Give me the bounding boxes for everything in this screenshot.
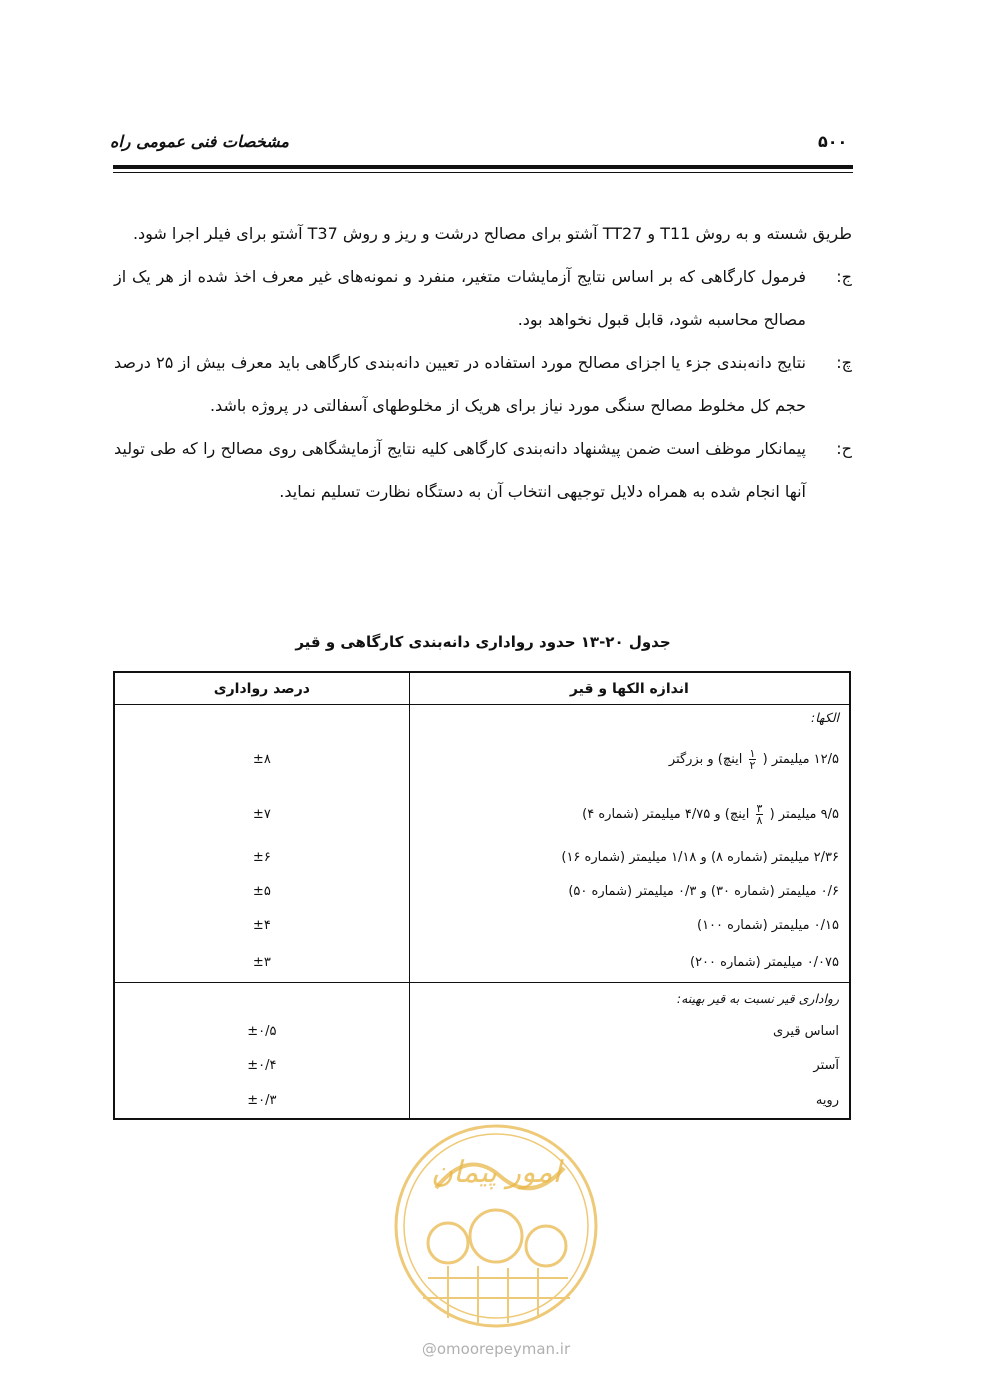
tolerance-cell: ±۳: [252, 954, 271, 970]
table-row: [114, 1049, 850, 1083]
table-caption: جدول ۲۰-۱۳ حدود رواداری دانه‌بندی کارگاهی و قیر: [295, 633, 671, 651]
item-marker: چ:: [836, 353, 852, 372]
fraction: $\frac{۳}{۸}$: [756, 802, 763, 827]
body-text: [114, 212, 852, 513]
continuation-paragraph: طریق شسته و به روش T11 و TT27 آشتو برای مصالح درشت و ریز و روش T37 آشتو برای فیلر اجرا شود.: [132, 224, 852, 243]
header-rule-thick: [113, 165, 853, 169]
tolerance-cell: ±۶: [252, 850, 271, 865]
watermark-logo-text: امور پیمان: [431, 1155, 561, 1190]
running-header-title: مشخصات فنی عمومی راه: [109, 132, 289, 151]
tolerance-cell: ±۰/۳: [247, 1092, 277, 1108]
fraction: $\frac{۱}{۲}$: [749, 747, 756, 772]
section-label-sieves: الکها:: [409, 705, 850, 731]
item-text: پیمانکار موظف است ضمن پیشنهاد دانه‌بندی کارگاهی کلیه نتایج آزمایشگاهی روی مصالح را که طی تولید آنها انجام شده به همراه دلایل توجیهی انتخاب آن به دستگاه نظارت تسلیم نماید.: [114, 439, 806, 501]
watermark-logo: [388, 1118, 604, 1334]
size-cell: ۹/۵ میلیمتر ( $\frac{۳}{۸}$ اینچ) و ۴/۷۵ میلیمتر (شماره ۴): [409, 789, 850, 841]
tolerance-table: [113, 671, 851, 1120]
list-item: [114, 341, 852, 427]
size-cell: ۰/۱۵ میلیمتر (شماره ۱۰۰): [409, 909, 850, 943]
header-rule-thin: [113, 172, 853, 173]
table-row: [114, 731, 850, 789]
header-tolerance: درصد رواداری: [114, 672, 409, 705]
size-cell: ۱۲/۵ میلیمتر ( $\frac{۱}{۲}$ اینچ) و بزرگتر: [409, 731, 850, 789]
tolerance-cell: ±۸: [252, 752, 271, 767]
item-text: فرمول کارگاهی که بر اساس نتایج آزمایشات متغیر، منفرد و نمونه‌های غیر معرف اخذ شده از هر یک از مصالح محاسبه شود، قابل قبول نخواهد بود.: [114, 267, 806, 329]
tolerance-cell: ±۴: [252, 918, 271, 933]
size-cell: ۰/۶ میلیمتر (شماره ۳۰) و ۰/۳ میلیمتر (شماره ۵۰): [409, 875, 850, 909]
table-row: [114, 789, 850, 841]
list-item: [114, 255, 852, 341]
tolerance-cell: ±۰/۵: [247, 1024, 277, 1039]
list-item: [114, 427, 852, 513]
section-row: [114, 705, 850, 731]
table-row: [114, 841, 850, 875]
item-text: نتایج دانه‌بندی جزء یا اجزای مصالح مورد استفاده در تعیین دانه‌بندی کارگاهی باید معرف بیش از ۲۵ درصد حجم کل مخلوط مصالح سنگی مورد نیاز برای هریک از مخلوطهای آسفالتی در پروژه باشد.: [114, 353, 806, 415]
tolerance-cell: ±۵: [252, 884, 271, 899]
table-row: [114, 1015, 850, 1049]
tolerance-cell: ±۰/۴: [247, 1058, 277, 1073]
size-cell: ۲/۳۶ میلیمتر (شماره ۸) و ۱/۱۸ میلیمتر (شماره ۱۶): [409, 841, 850, 875]
item-marker: ج:: [836, 267, 852, 286]
section-row: [114, 983, 850, 1015]
table-row: [114, 1083, 850, 1119]
size-cell: ۰/۰۷۵ میلیمتر (شماره ۲۰۰): [409, 943, 850, 983]
table-row: [114, 909, 850, 943]
page-number: ۵۰۰: [818, 132, 848, 151]
size-cell: آستر: [409, 1049, 850, 1083]
table-row: [114, 875, 850, 909]
tolerance-cell: ±۷: [252, 807, 271, 822]
header-size: اندازه الکها و قیر: [409, 672, 850, 705]
size-cell: اساس قیری: [409, 1015, 850, 1049]
watermark-url: @omoorepeyman.ir: [421, 1340, 571, 1358]
table-row: [114, 943, 850, 983]
item-marker: ح:: [836, 439, 852, 458]
table-header-row: [114, 672, 850, 705]
section-label-bitumen: رواداری قیر نسبت به قیر بهینه:: [409, 983, 850, 1015]
size-cell: رویه: [409, 1083, 850, 1119]
